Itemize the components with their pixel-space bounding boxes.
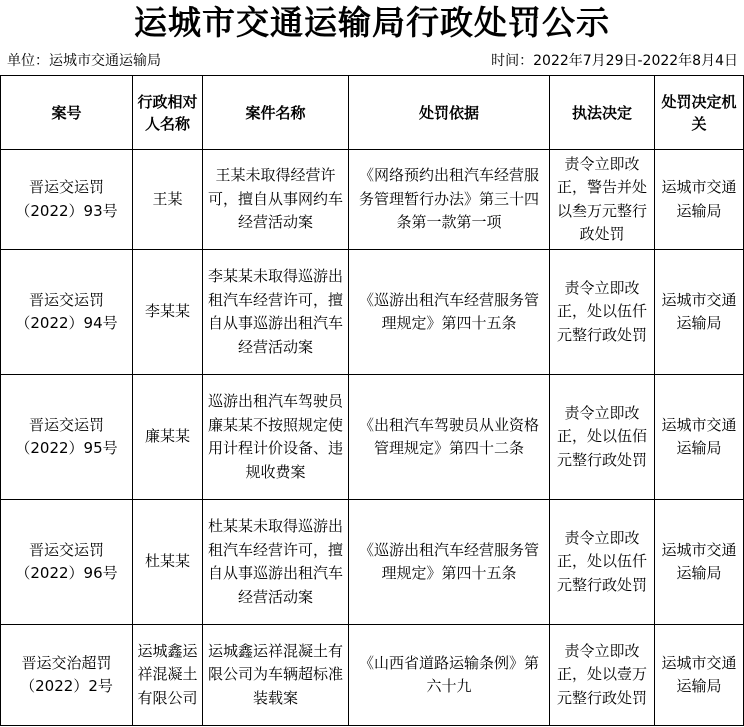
party-cell: 廉某某 xyxy=(133,375,203,500)
case-no-cell: 晋运交运罚（2022）93号 xyxy=(1,150,133,250)
party-cell: 运城鑫运祥混凝土有限公司 xyxy=(133,625,203,726)
party-cell: 李某某 xyxy=(133,250,203,375)
header-basis: 处罚依据 xyxy=(349,76,550,150)
table-row xyxy=(1,150,744,250)
party-cell: 杜某某 xyxy=(133,500,203,625)
header-party: 行政相对人名称 xyxy=(133,76,203,150)
meta-bar xyxy=(0,50,744,72)
case-name-cell: 王某未取得经营许可，擅自从事网约车经营活动案 xyxy=(203,150,349,250)
case-no-cell: 晋运交运罚（2022）94号 xyxy=(1,250,133,375)
header-decision: 执法决定 xyxy=(550,76,655,150)
basis-cell: 《巡游出租汽车经营服务管理规定》第四十五条 xyxy=(349,500,550,625)
decision-cell: 责令立即改正，处以伍仟元整行政处罚 xyxy=(550,250,655,375)
penalty-table xyxy=(0,75,744,726)
basis-cell: 《山西省道路运输条例》第六十九 xyxy=(349,625,550,726)
basis-cell: 《巡游出租汽车经营服务管理规定》第四十五条 xyxy=(349,250,550,375)
decision-cell: 责令立即改正，处以伍佰元整行政处罚 xyxy=(550,375,655,500)
authority-cell: 运城市交通运输局 xyxy=(655,150,744,250)
authority-cell: 运城市交通运输局 xyxy=(655,625,744,726)
decision-cell: 责令立即改正，处以伍仟元整行政处罚 xyxy=(550,500,655,625)
case-name-cell: 杜某某未取得巡游出租汽车经营许可，擅自从事巡游出租汽车经营活动案 xyxy=(203,500,349,625)
table-header-row xyxy=(1,76,744,150)
basis-cell: 《出租汽车驾驶员从业资格管理规定》第四十二条 xyxy=(349,375,550,500)
case-no-cell: 晋运交治超罚（2022）2号 xyxy=(1,625,133,726)
header-case-no: 案号 xyxy=(1,76,133,150)
case-name-cell: 李某某未取得巡游出租汽车经营许可，擅自从事巡游出租汽车经营活动案 xyxy=(203,250,349,375)
party-cell: 王某 xyxy=(133,150,203,250)
unit-label: 单位：运城市交通运输局 xyxy=(7,53,161,69)
case-no-cell: 晋运交运罚（2022）95号 xyxy=(1,375,133,500)
table-row xyxy=(1,250,744,375)
authority-cell: 运城市交通运输局 xyxy=(655,375,744,500)
basis-cell: 《网络预约出租汽车经营服务管理暂行办法》第三十四条第一款第一项 xyxy=(349,150,550,250)
table-row xyxy=(1,625,744,726)
decision-cell: 责令立即改正，处以壹万元整行政处罚 xyxy=(550,625,655,726)
case-name-cell: 巡游出租汽车驾驶员廉某某不按照规定使用计程计价设备、违规收费案 xyxy=(203,375,349,500)
authority-cell: 运城市交通运输局 xyxy=(655,500,744,625)
authority-cell: 运城市交通运输局 xyxy=(655,250,744,375)
time-range-label: 时间：2022年7月29日-2022年8月4日 xyxy=(491,53,738,69)
table-row xyxy=(1,375,744,500)
page-title: 运城市交通运输局行政处罚公示 xyxy=(134,3,610,42)
table-row xyxy=(1,500,744,625)
case-no-cell: 晋运交运罚（2022）96号 xyxy=(1,500,133,625)
header-case-name: 案件名称 xyxy=(203,76,349,150)
case-name-cell: 运城鑫运祥混凝土有限公司为车辆超标准装载案 xyxy=(203,625,349,726)
header-authority: 处罚决定机关 xyxy=(655,76,744,150)
decision-cell: 责令立即改正，警告并处以叁万元整行政处罚 xyxy=(550,150,655,250)
